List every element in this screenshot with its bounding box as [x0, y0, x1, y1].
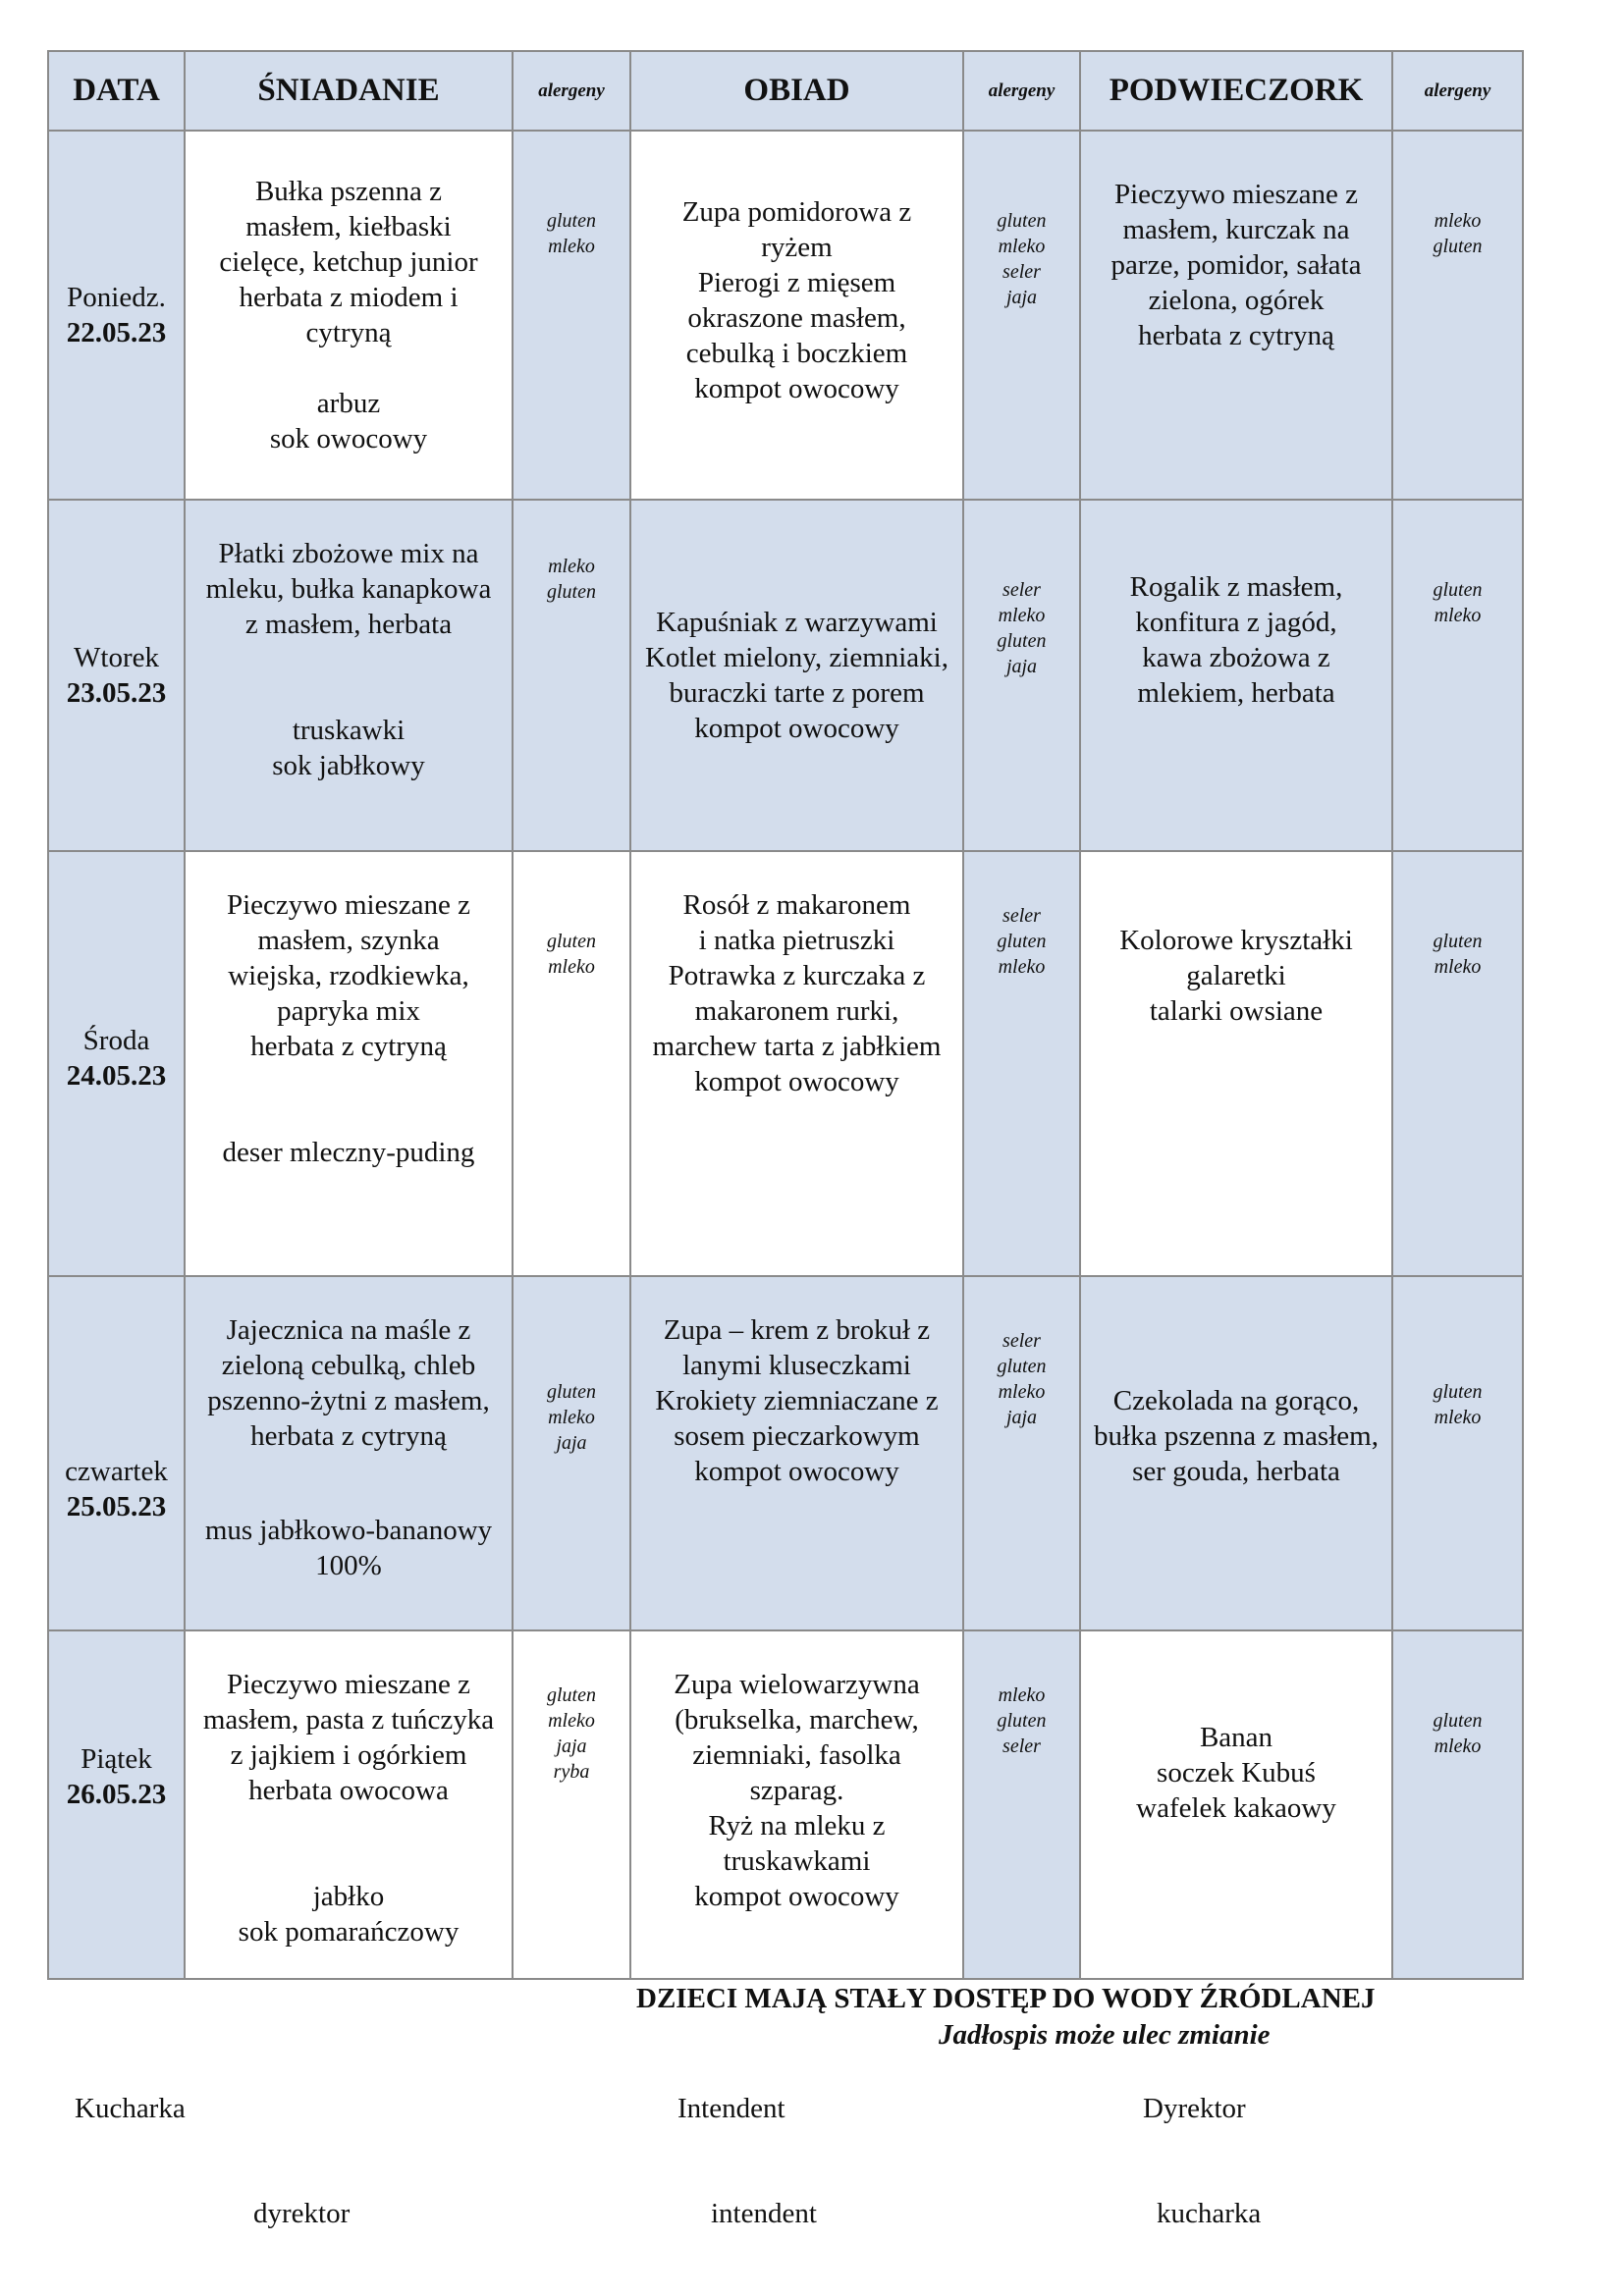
breakfast-main: Płatki zbożowe mix na mleku, bułka kanapkowa z masłem, herbata: [205, 538, 492, 640]
signature-name-director: dyrektor: [253, 2198, 351, 2229]
lunch-text: Zupa – krem z brokuł z lanymi kluseczkami Krokiety ziemniaczane z sosem pieczarkowym kompot owocowy: [655, 1314, 939, 1487]
day-name: Poniedz.: [67, 282, 166, 313]
signature-name-steward: intendent: [711, 2198, 817, 2229]
lunch-cell: [630, 131, 963, 500]
snack-allergens: [1392, 1276, 1523, 1630]
allergen-list: gluten mleko: [1433, 1381, 1483, 1428]
change-note: Jadłospis może ulec zmianie: [939, 2019, 1271, 2051]
date-cell: [48, 131, 185, 500]
breakfast-extra: arbuz sok owocowy: [269, 388, 428, 454]
snack-allergens: [1392, 500, 1523, 851]
breakfast-allergens: [513, 851, 630, 1276]
breakfast-cell: [185, 1630, 513, 1979]
header-snack-allergens: alergeny: [1392, 51, 1523, 131]
breakfast-main: Bułka pszenna z masłem, kiełbaski cielęce, ketchup junior herbata z miodem i cytryną: [219, 176, 478, 348]
snack-cell: [1080, 131, 1392, 500]
date-cell: [48, 1630, 185, 1979]
snack-text: Czekolada na gorąco, bułka pszenna z masłem, ser gouda, herbata: [1094, 1385, 1379, 1487]
breakfast-extra: deser mleczny-puding: [222, 1137, 475, 1168]
breakfast-main: Pieczywo mieszane z masłem, pasta z tuńczyka z jajkiem i ogórkiem herbata owocowa: [202, 1669, 495, 1806]
allergen-list: gluten mleko: [1433, 1710, 1483, 1757]
header-lunch-allergens: alergeny: [963, 51, 1080, 131]
allergen-list: gluten mleko: [547, 210, 596, 257]
snack-allergens: [1392, 851, 1523, 1276]
lunch-cell: [630, 851, 963, 1276]
table-row: [48, 500, 1523, 851]
day-name: Piątek: [81, 1743, 152, 1775]
lunch-cell: [630, 500, 963, 851]
allergen-list: gluten mleko jaja: [547, 1381, 596, 1454]
allergen-list: seler gluten mleko jaja: [997, 1330, 1047, 1428]
snack-cell: [1080, 500, 1392, 851]
allergen-list: seler mleko gluten jaja: [997, 579, 1047, 677]
allergen-list: seler gluten mleko: [997, 905, 1047, 978]
lunch-cell: [630, 1630, 963, 1979]
day-date: 23.05.23: [66, 677, 167, 709]
snack-cell: [1080, 1630, 1392, 1979]
lunch-text: Rosół z makaronem i natka pietruszki Potrawka z kurczaka z makaronem rurki, marchew tarta z jabłkiem kompot owocowy: [652, 889, 942, 1097]
allergen-list: mleko gluten: [547, 556, 596, 603]
header-breakfast: ŚNIADANIE: [185, 51, 513, 131]
signature-label-steward: Intendent: [677, 2093, 785, 2124]
lunch-text: Zupa pomidorowa z ryżem Pierogi z mięsem okraszone masłem, cebulką i boczkiem kompot owocowy: [681, 196, 912, 404]
signature-label-cook: Kucharka: [75, 2093, 186, 2124]
breakfast-allergens: [513, 1276, 630, 1630]
signature-label-director: Dyrektor: [1143, 2093, 1246, 2124]
breakfast-cell: [185, 1276, 513, 1630]
day-date: 26.05.23: [66, 1779, 167, 1810]
breakfast-allergens: [513, 131, 630, 500]
breakfast-cell: [185, 131, 513, 500]
date-cell: [48, 500, 185, 851]
allergen-list: mleko gluten: [1433, 210, 1483, 257]
snack-text: Rogalik z masłem, konfitura z jagód, kawa zbożowa z mlekiem, herbata: [1129, 571, 1343, 709]
header-date: DATA: [48, 51, 185, 131]
snack-allergens: [1392, 131, 1523, 500]
header-row: [48, 51, 1523, 131]
breakfast-main: Pieczywo mieszane z masłem, szynka wiejska, rzodkiewka, papryka mix herbata z cytryną: [226, 889, 470, 1062]
snack-text: Kolorowe kryształki galaretki talarki owsiane: [1119, 925, 1353, 1027]
snack-allergens: [1392, 1630, 1523, 1979]
lunch-allergens: [963, 851, 1080, 1276]
table-row: [48, 851, 1523, 1276]
lunch-text: Zupa wielowarzywna (brukselka, marchew, ziemniaki, fasolka szparag. Ryż na mleku z truskawkami kompot owocowy: [674, 1669, 920, 1912]
menu-table: [47, 50, 1524, 1980]
breakfast-extra: jabłko sok pomarańczowy: [238, 1881, 460, 1948]
allergen-list: mleko gluten seler: [997, 1684, 1047, 1757]
breakfast-main: Jajecznica na maśle z zieloną cebulką, chleb pszenno-żytni z masłem, herbata z cytryną: [207, 1314, 490, 1452]
allergen-list: gluten mleko: [547, 931, 596, 978]
day-date: 22.05.23: [66, 317, 167, 348]
snack-cell: [1080, 851, 1392, 1276]
header-lunch: OBIAD: [630, 51, 963, 131]
breakfast-extra: mus jabłkowo-bananowy 100%: [204, 1515, 493, 1581]
lunch-text: Kapuśniak z warzywami Kotlet mielony, ziemniaki, buraczki tarte z porem kompot owocowy: [645, 607, 948, 744]
allergen-list: gluten mleko seler jaja: [997, 210, 1047, 308]
lunch-allergens: [963, 131, 1080, 500]
breakfast-allergens: [513, 1630, 630, 1979]
day-date: 24.05.23: [66, 1060, 167, 1092]
date-cell: [48, 851, 185, 1276]
breakfast-extra: truskawki sok jabłkowy: [272, 715, 425, 781]
lunch-allergens: [963, 1630, 1080, 1979]
header-breakfast-allergens: alergeny: [513, 51, 630, 131]
allergen-list: gluten mleko jaja ryba: [547, 1684, 596, 1783]
day-date: 25.05.23: [66, 1491, 167, 1522]
table-row: [48, 1276, 1523, 1630]
breakfast-cell: [185, 851, 513, 1276]
allergen-list: gluten mleko: [1433, 579, 1483, 626]
table-row: [48, 1630, 1523, 1979]
day-name: czwartek: [65, 1456, 168, 1487]
lunch-allergens: [963, 500, 1080, 851]
header-snack: PODWIECZORK: [1080, 51, 1392, 131]
lunch-cell: [630, 1276, 963, 1630]
allergen-list: gluten mleko: [1433, 931, 1483, 978]
breakfast-allergens: [513, 500, 630, 851]
lunch-allergens: [963, 1276, 1080, 1630]
table-row: [48, 131, 1523, 500]
day-name: Wtorek: [74, 642, 159, 673]
snack-cell: [1080, 1276, 1392, 1630]
day-name: Środa: [82, 1025, 150, 1056]
snack-text: Pieczywo mieszane z masłem, kurczak na parze, pomidor, sałata zielona, ogórek herbata z cytryną: [1110, 179, 1362, 351]
date-cell: [48, 1276, 185, 1630]
signature-name-cook: kucharka: [1157, 2198, 1262, 2229]
water-note: DZIECI MAJĄ STAŁY DOSTĘP DO WODY ŹRÓDLANEJ: [636, 1983, 1376, 2014]
breakfast-cell: [185, 500, 513, 851]
snack-text: Banan soczek Kubuś wafelek kakaowy: [1136, 1722, 1336, 1824]
